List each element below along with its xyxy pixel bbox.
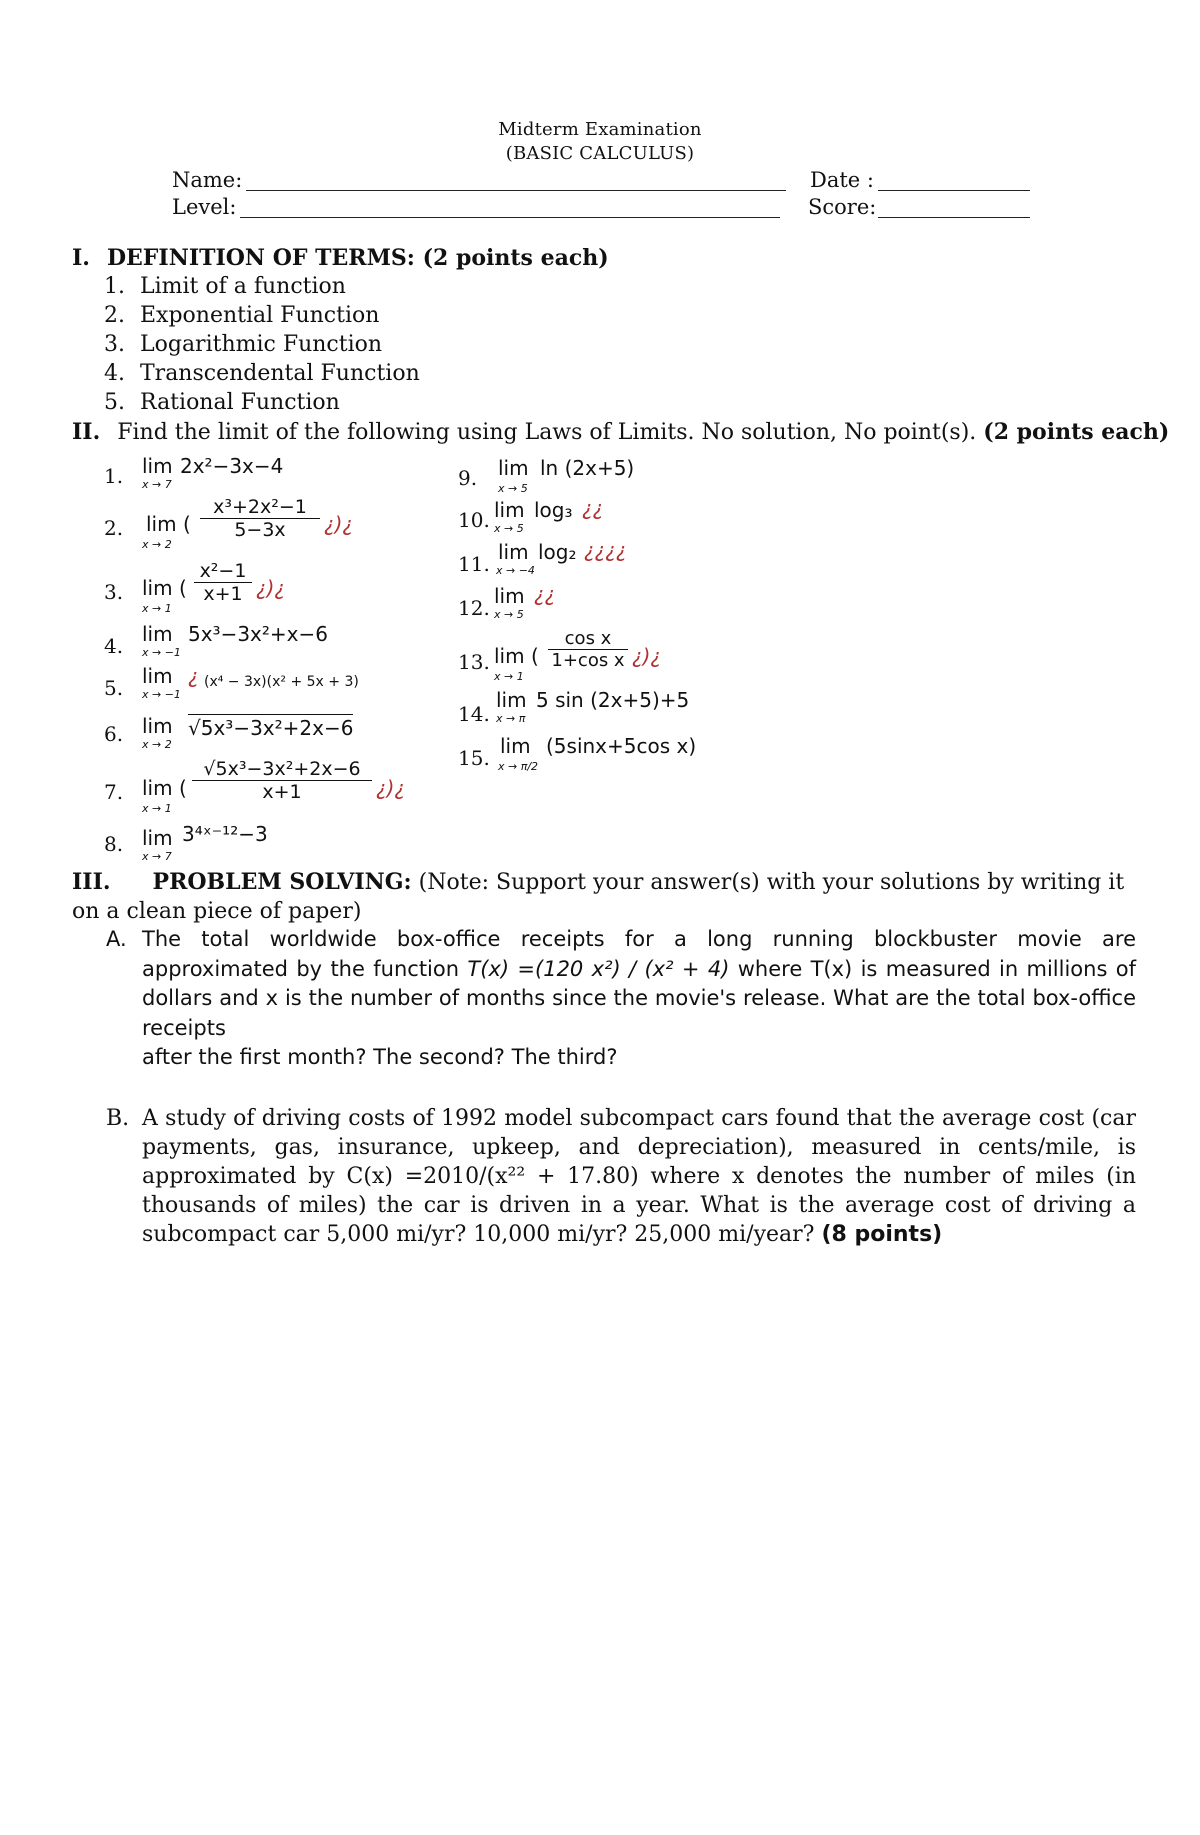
name-label: Name:: [172, 168, 243, 192]
problem-a-formula: T(x) =(120 x²) / (x² + 4): [467, 956, 730, 981]
section-3-heading: [72, 868, 1132, 926]
exam-subtitle: (BASIC CALCULUS): [505, 143, 695, 164]
limit-item-5: 5. lim x → −1 ¿ (x⁴ − 3x)(x² + 5x + 3): [104, 664, 359, 701]
problem-a-text-3: after the first month? The second? The third?: [142, 1045, 618, 1069]
limit-item-13: 13. lim ( x → 1 $\frac{\text{cos x}}{\text{1+cos x}}$ ¿)¿: [458, 628, 662, 683]
level-blank-line[interactable]: [240, 195, 780, 218]
problem-a: [106, 925, 1136, 1073]
section-2-title: Find the limit of the following using Laws of Limits. No solution, No point(s).: [117, 420, 977, 445]
limit-item-15: 15. lim x → π/2 (5sinx+5cos x): [458, 734, 697, 773]
level-label: Level:: [172, 195, 237, 219]
section-3-note: (Note: Support your answer(s) with your solutions by writing it on a clean piece of paper): [72, 870, 1125, 924]
limit-item-2: 2. lim ( x → 2 $\frac{\text{x³+2x²−1}}{5-3x}$ ¿)¿: [104, 496, 354, 551]
problem-b: [106, 1104, 1136, 1249]
exam-title: Midterm Examination: [498, 119, 702, 140]
section-1-heading: [72, 245, 609, 271]
exam-header: [0, 118, 1200, 166]
section-2-points: (2 points each): [983, 419, 1170, 445]
limit-item-14: 14. lim x → π 5 sin (2x+5)+5: [458, 688, 690, 726]
limit-item-3: 3. lim ( x → 1 $\frac{\text{x²−1}}{x+1}$ ¿)¿: [104, 560, 286, 615]
section-1-roman: I.: [72, 245, 90, 271]
section-2-roman: II.: [72, 419, 101, 445]
limit-item-11: 11. lim x → −4 log₂ ¿¿¿¿: [458, 538, 627, 577]
definition-item: 1. Limit of a function: [104, 274, 346, 299]
limit-item-6: 6. lim x → 2 √5x³−3x²+2x−6: [104, 714, 354, 751]
name-blank-line[interactable]: [246, 168, 786, 191]
date-label: Date :: [810, 168, 874, 192]
section-3-title: PROBLEM SOLVING:: [152, 869, 412, 895]
limit-item-9: 9. lim x → 5 ln (2x+5): [458, 456, 635, 495]
level-score-row: [172, 195, 1032, 221]
section-1-title: DEFINITION OF TERMS: (2 points each): [106, 245, 609, 271]
definition-item: 2. Exponential Function: [104, 303, 380, 328]
problem-b-letter: B.: [106, 1106, 130, 1131]
limit-item-4: 4. lim x → −1 5x³−3x²+x−6: [104, 622, 328, 659]
limit-item-8: 8. lim x → 7 3⁴ˣ⁻¹²−3: [104, 822, 268, 863]
definition-item: 4. Transcendental Function: [104, 361, 420, 386]
name-date-row: [172, 168, 1032, 194]
problem-a-text-2: where T(x) is measured in millions of dollars and x is the number of months since the movie's release. What are the total box-office receipts: [142, 956, 1137, 1040]
score-label: Score:: [808, 195, 877, 219]
problem-a-text: The total worldwide box-office receipts for a long running blockbuster movie are approximated by the function: [142, 927, 1136, 981]
score-blank-line[interactable]: [878, 195, 1030, 218]
limit-item-10: 10. lim x → 5 log₃ ¿¿: [458, 496, 604, 535]
date-blank-line[interactable]: [878, 168, 1030, 191]
problem-a-letter: A.: [106, 927, 127, 951]
limit-item-7: 7. lim ( x → 1 $\frac{\text{√5x³−3x²+2x−6}}{x+1}$ ¿)¿: [104, 758, 406, 815]
problem-b-text: A study of driving costs of 1992 model subcompact cars found that the average cost (car payments, gas, insurance, upkeep, and depreciation), measured in cents/mile, is approximated by C(x) =2010/(x²² + 17.80) where x denotes the number of miles (in thousands of miles) the car is driven in a year. What is the average cost of driving a subcompact car 5,000 mi/yr? 10,000 mi/yr? 25,000 mi/year?: [142, 1106, 1136, 1247]
problem-b-points: (8 points): [821, 1222, 943, 1247]
definition-item: 5. Rational Function: [104, 390, 340, 415]
definition-item: 3. Logarithmic Function: [104, 332, 383, 357]
section-2-heading: [72, 419, 1169, 445]
section-3-roman: III.: [72, 869, 111, 895]
limit-item-1: 1. lim x → 7 2x²−3x−4: [104, 454, 284, 491]
limit-item-12: 12. lim x → 5 ¿¿: [458, 582, 556, 621]
